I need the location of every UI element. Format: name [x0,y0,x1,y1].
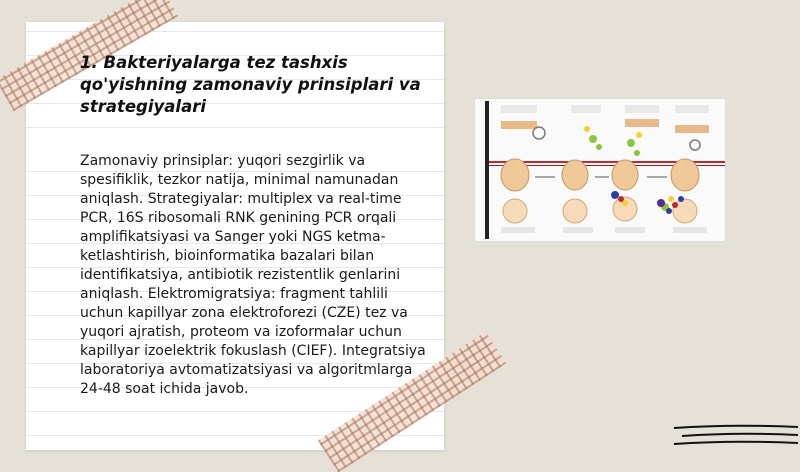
slide-body-text: Zamonaviy prinsiplar: yuqori sezgirlik va spesifiklik, tezkor natija, minimal namunadan aniqlash. Strategiyalar: multiplex va real-time PCR, 16S ribosomali RNK genining PCR orqali amplifikatsiyasi va Sanger yoki NGS ketma-ketlashtirish, bioinformatika bazalari bilan identifikatsiya, antibiotik rezistentlik genlarini aniqlash. Elektromigratsiya: fragment tahlili uchun kapillyar zona elektroforezi (CZE) tez va yuqori ajratish, proteom va izoformalar uchun kapillyar izoelektrik fokuslash (CIEF). Integratsiya laboratoriya avtomatizatsiyasi va algoritmlarga 24-48 soat ichida javob. [80,153,426,397]
slide-title: 1. Bakteriyalarga tez tashxis qo'yishning zamonaviy prinsiplari va strategiyalari [80,53,421,116]
decorative-lines [672,418,800,450]
bacteria-diagnostics-figure [474,98,726,242]
diagram-illustration [475,99,725,241]
